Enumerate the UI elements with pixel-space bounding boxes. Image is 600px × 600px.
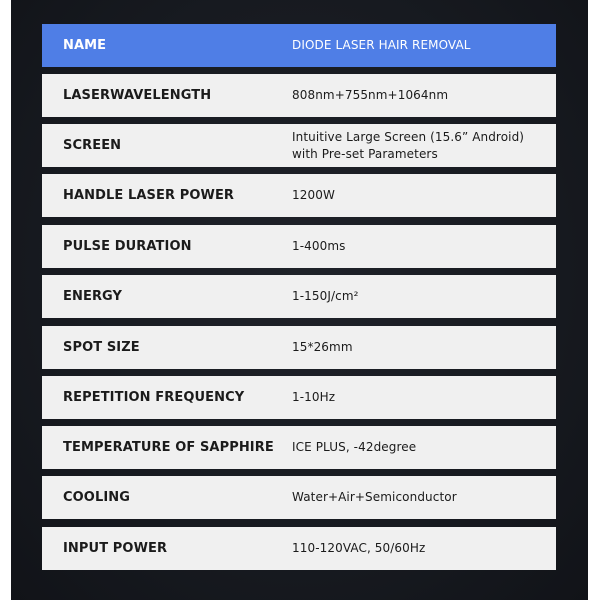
spec-row-energy [42,275,556,318]
spec-header-row [42,24,556,67]
spec-value: 1-10Hz [292,390,336,404]
spec-value: ICE PLUS, -42degree [292,440,417,454]
spec-key: TEMPERATURE OF SAPPHIRE [63,440,274,455]
spec-key: ENERGY [63,289,123,304]
spec-row-input-power [42,527,556,570]
spec-key: LASERWAVELENGTH [63,88,212,103]
spec-value: 1-400ms [292,239,346,253]
spec-value: 808nm+755nm+1064nm [292,88,449,102]
spec-key: COOLING [63,490,131,505]
spec-key: INPUT POWER [63,541,168,556]
spec-row-laser-wavelength [42,74,556,117]
spec-value: Water+Air+Semiconductor [292,490,457,504]
spec-value: Intuitive Large Screen (15.6” Android) with Pre-set Parameters [292,129,525,161]
spec-row-cooling [42,476,556,519]
spec-key: REPETITION FREQUENCY [63,390,245,405]
spec-row-spot-size [42,326,556,369]
spec-row-screen [42,124,556,167]
spec-value: 15*26mm [292,340,353,354]
spec-value: 1200W [292,188,335,202]
spec-value: 110-120VAC, 50/60Hz [292,541,426,555]
spec-key: PULSE DURATION [63,239,192,254]
spec-row-temperature-of-sapphire [42,426,556,469]
spec-row-repetition-frequency [42,376,556,419]
spec-key: HANDLE LASER POWER [63,188,235,203]
spec-key: SCREEN [63,138,122,153]
spec-row-handle-laser-power [42,174,556,217]
spec-row-pulse-duration [42,225,556,268]
spec-value: 1-150J/cm² [292,289,359,303]
spec-header-value: DIODE LASER HAIR REMOVAL [292,38,471,52]
spec-header-key: NAME [63,38,107,53]
spec-key: SPOT SIZE [63,340,140,355]
